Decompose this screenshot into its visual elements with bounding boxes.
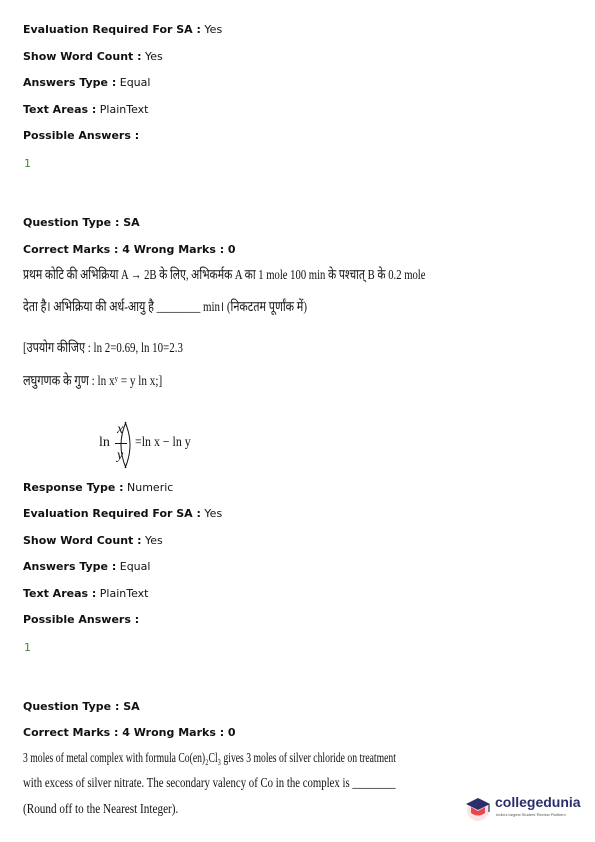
response-type-value: Numeric bbox=[123, 481, 174, 494]
word-count-value: Yes bbox=[141, 534, 163, 547]
question-hint-line: लघुगणक के गुण : ln xʸ = y ln x;] bbox=[23, 374, 163, 389]
eval-required-row bbox=[23, 507, 222, 521]
possible-answers-label: Possible Answers : bbox=[23, 613, 140, 626]
possible-answer-value: 1 bbox=[24, 157, 31, 170]
formula-rhs: =ln x − ln y bbox=[135, 435, 191, 450]
word-count-label: Show Word Count : bbox=[23, 50, 142, 63]
question-text-line: (Round off to the Nearest Integer). bbox=[23, 802, 179, 817]
answers-type-label: Answers Type : bbox=[23, 76, 117, 89]
possible-answer-value: 1 bbox=[24, 641, 31, 654]
response-type-label: Response Type : bbox=[23, 481, 124, 494]
question-type-label: Question Type : SA bbox=[23, 216, 140, 229]
question-text-line: 3 moles of metal complex with formula Co(en)₂Cl₃ gives 3 moles of silver chloride on treatment bbox=[23, 751, 396, 766]
text-areas-label: Text Areas : bbox=[23, 103, 97, 116]
answers-type-label: Answers Type : bbox=[23, 560, 117, 573]
log-quotient-formula bbox=[97, 420, 217, 470]
ln-symbol: ln bbox=[99, 435, 110, 450]
eval-required-row bbox=[23, 23, 222, 37]
word-count-value: Yes bbox=[141, 50, 163, 63]
fraction-numerator: x bbox=[117, 422, 124, 437]
eval-required-value: Yes bbox=[200, 23, 223, 36]
word-count-label: Show Word Count : bbox=[23, 534, 142, 547]
eval-required-value: Yes bbox=[200, 507, 223, 520]
question-type-label: Question Type : SA bbox=[23, 700, 140, 713]
question-text-line: प्रथम कोटि की अभिक्रिया A → 2B के लिए, अभिकर्मक A का 1 mole 100 min के पश्चात् B के 0.2 mole bbox=[23, 268, 426, 283]
answers-type-value: Equal bbox=[116, 76, 151, 89]
question-type bbox=[23, 700, 140, 714]
text-areas-value: PlainText bbox=[96, 587, 149, 600]
question-text-line: देता है। अभिक्रिया की अर्ध-आयु है ________ min। (निकटतम पूर्णांक में) bbox=[23, 300, 307, 315]
logo-wordmark: collegedunia bbox=[495, 794, 581, 810]
eval-required-label: Evaluation Required For SA : bbox=[23, 23, 201, 36]
answers-type-row bbox=[23, 560, 150, 574]
possible-answers-row bbox=[23, 129, 139, 143]
question-hint-line: [उपयोग कीजिए : ln 2=0.69, ln 10=2.3 bbox=[23, 341, 183, 356]
possible-answers-label: Possible Answers : bbox=[23, 129, 140, 142]
marks-label: Correct Marks : 4 Wrong Marks : 0 bbox=[23, 243, 236, 256]
question-text-line: with excess of silver nitrate. The secondary valency of Co in the complex is ________ bbox=[23, 776, 396, 791]
answers-type-row bbox=[23, 76, 150, 90]
logo-tagline: India's largest Student Review Platform bbox=[496, 812, 566, 817]
marks-label: Correct Marks : 4 Wrong Marks : 0 bbox=[23, 726, 236, 739]
text-areas-row bbox=[23, 587, 149, 601]
response-type-row bbox=[23, 481, 173, 495]
fraction-denominator: y bbox=[117, 448, 124, 463]
question-type bbox=[23, 216, 140, 230]
marks-row bbox=[23, 243, 236, 257]
eval-required-label: Evaluation Required For SA : bbox=[23, 507, 201, 520]
answers-type-value: Equal bbox=[116, 560, 151, 573]
text-areas-label: Text Areas : bbox=[23, 587, 97, 600]
word-count-row bbox=[23, 534, 163, 548]
word-count-row bbox=[23, 50, 163, 64]
text-areas-row bbox=[23, 103, 149, 117]
right-paren-icon bbox=[122, 420, 136, 470]
collegedunia-logo bbox=[463, 791, 581, 825]
graduation-cap-icon bbox=[463, 793, 493, 823]
marks-row bbox=[23, 726, 236, 740]
possible-answers-row bbox=[23, 613, 139, 627]
text-areas-value: PlainText bbox=[96, 103, 149, 116]
